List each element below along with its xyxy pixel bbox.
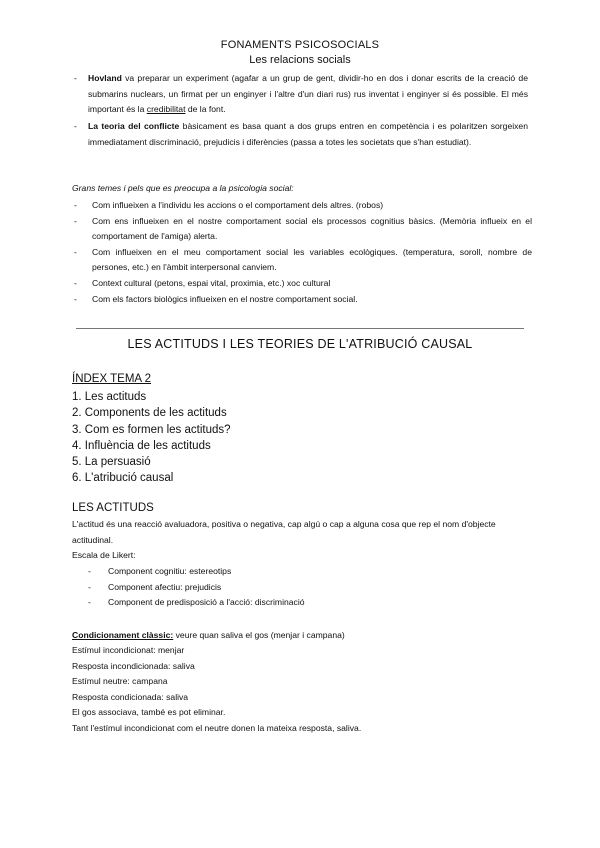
bullet-marker: - [74,278,77,288]
condicionament-line [72,628,345,644]
list-item-text: Com els factors biològics influeixen en el nostre comportament social. [92,294,358,304]
bullet-marker: - [88,597,91,607]
list-item [88,580,305,596]
actituds-definition: L'actitud és una reacció avaluadora, positiva o negativa, cap algú o cap a alguna cosa que rep el nom d'objecte actitudinal. [72,519,496,545]
list-item-text: Component afectiu: prejudicis [108,581,222,592]
document-title: FONAMENTS PSICOSOCIALS [220,39,380,51]
condicionament-heading: Condicionament clàssic: [72,630,174,640]
document-subtitle: Les relacions socials [249,54,351,66]
list-item-text: Component cognitiu: estereotips [108,566,232,576]
list-item-text: Component de predisposició a l'acció: discriminació [108,597,305,607]
list-item [74,198,532,213]
bullet-marker: - [88,566,91,576]
list-item [74,276,532,291]
components-list [88,564,305,611]
list-item [74,245,532,275]
grans-temes-list [74,198,532,308]
text-line: Tant l'estímul incondicionat com el neutre donen la mateixa resposta, saliva. [72,722,362,733]
bullet-teoria-conflicte [74,119,528,150]
index-item: 2. Components de les actituds [72,407,227,420]
list-item [74,292,532,307]
index-item: 5. La persuasió [72,456,151,469]
list-item [74,214,532,244]
bullet-marker: - [74,294,77,304]
condicionament-heading-rest: veure quan saliva el gos (menjar i campana) [173,630,345,640]
index-item: 4. Influència de les actituds [72,439,211,452]
bullet-marker: - [74,73,77,83]
bullet-marker: - [88,581,91,592]
term-hovland: Hovland [88,73,122,83]
term-teoria-conflicte: La teoria del conflicte [88,121,180,131]
index-item: 1. Les actituds [72,391,147,403]
text-line: Resposta incondicionada: saliva [72,660,195,671]
likert-label: Escala de Likert: [72,550,136,560]
hovland-text-a: va preparar un experiment (agafar a un grup de gent, dividir-ho en dos i donar escrits de la creació de submarins nuclears, un firmat per un enginyer i l'altre d'un diari rus) rus inventat i enginyer si és possible. El més important és la [88,73,528,114]
actituds-title: LES ACTITUDS [72,502,154,514]
bullet-marker: - [74,121,77,131]
list-item [88,595,305,611]
list-item [88,564,305,580]
list-item-text: Com ens influeixen en el nostre comportament social els processos cognitius bàsics. (Memòria influeix en el comportament de l'amiga) alerta. [92,216,532,241]
grans-temes-heading: Grans temes i pels que es preocupa a la psicologia social: [72,183,294,193]
index-title: ÍNDEX TEMA 2 [72,373,152,385]
list-item-text: Com influeixen a l'individu les accions o el comportament dels altres. (robos) [92,200,384,210]
text-line: El gos associava, també es pot eliminar. [72,707,226,717]
condicionament-lines [72,643,361,736]
term-credibilitat: credibilitat [146,104,186,114]
text-line: Resposta condicionada: saliva [72,691,189,702]
hovland-text-b: de la font. [185,104,226,114]
bullet-marker: - [74,216,77,226]
text-line: Estímul neutre: campana [72,676,168,686]
section-divider [76,328,524,329]
bullet-marker: - [74,200,77,210]
text-line: Estímul incondicionat: menjar [72,645,185,655]
section-heading: LES ACTITUDS I LES TEORIES DE L'ATRIBUCIÓ CAUSAL [127,337,473,351]
bullet-hovland [74,71,528,118]
list-item-text: Context cultural (petons, espai vital, proximia, etc.) xoc cultural [92,278,331,288]
index-item: 6. L'atribució causal [72,472,174,485]
conflicte-text: bàsicament es basa quant a dos grups entren en competència i es polaritzen sorgeixen immediatament discriminació, prejudicis i diferències (passa a totes les societats que s'han estudiat). [88,121,528,147]
bullet-marker: - [74,247,77,257]
index-list [72,389,231,487]
index-item: 3. Com es formen les actituds? [72,423,231,436]
list-item-text: Com influeixen en el meu comportament social les variables ecològiques. (temperatura, soroll, nombre de persones, etc.) en l'àmbit interpersonal canviem. [92,247,532,272]
